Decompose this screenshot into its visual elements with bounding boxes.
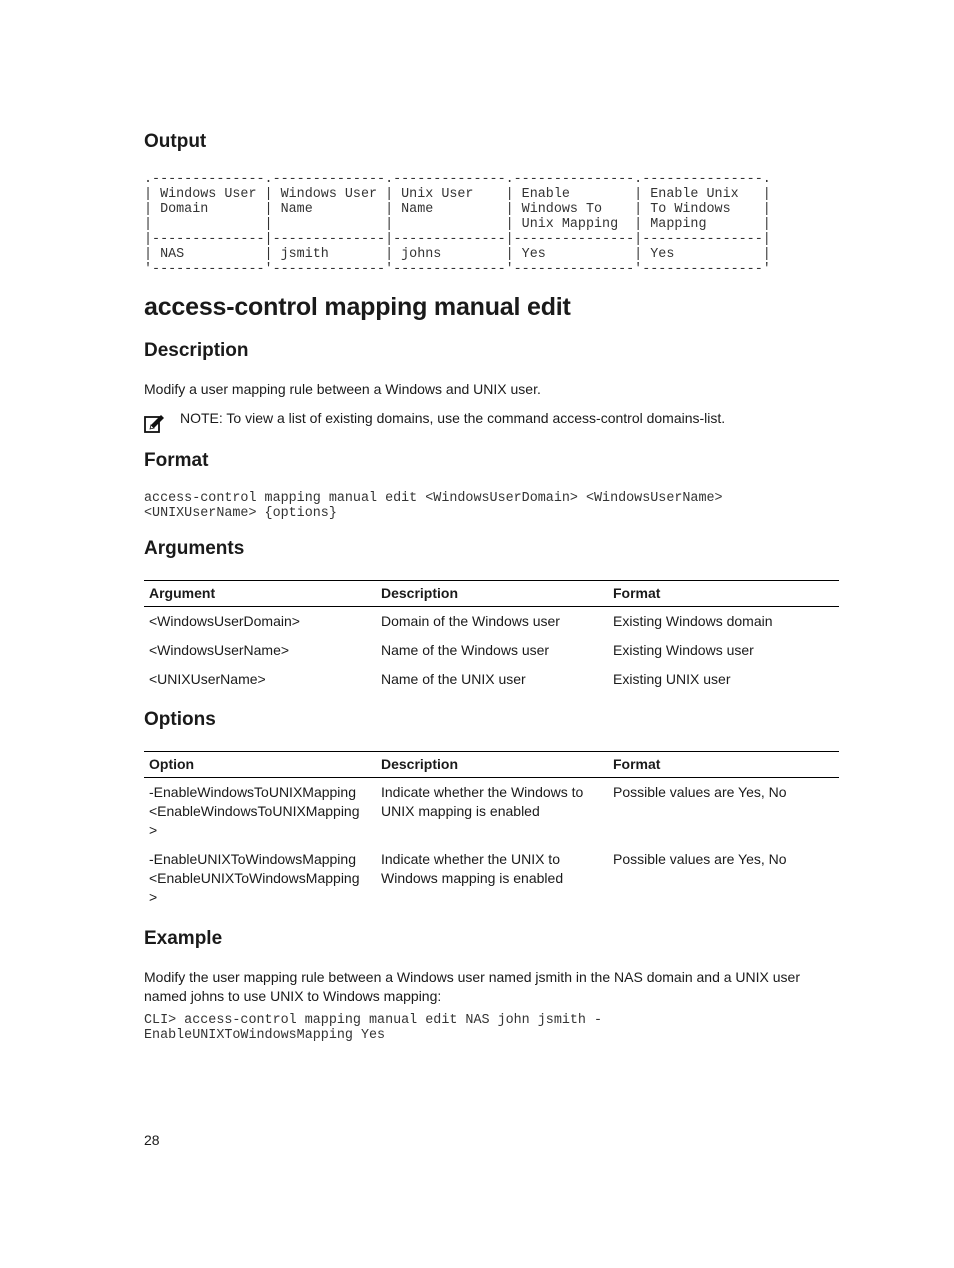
options-header-option: Option [144, 752, 376, 778]
example-command: CLI> access-control mapping manual edit NAS john jsmith - EnableUNIXToWindowsMapping Yes [144, 1013, 603, 1043]
options-header-row [144, 752, 839, 778]
format-heading: Format [144, 450, 209, 471]
arguments-header-description: Description [376, 581, 608, 607]
arguments-header-format: Format [608, 581, 839, 607]
example-text: Modify the user mapping rule between a Windows user named jsmith in the NAS domain and a UNIX user named johns to use UNIX to Windows mapping: [144, 969, 800, 1004]
options-table [144, 751, 839, 912]
options-header-description: Description [376, 752, 608, 778]
format-cell: Existing Windows user [613, 642, 754, 658]
output-ascii-table: .--------------.--------------.--------------.---------------.---------------. | Windows User | Windows User | Unix User | Enable | Enable Unix | | Domain | Name | Name | Windows To | To Windows | | | | | Unix Mapping | Mapping | |--------------|--------------|--------------|---------------|---------------| | NAS | jsmith | johns | Yes | Yes | '--------------'--------------'--------------'---------------'---------------' [144, 172, 771, 277]
example-heading: Example [144, 928, 223, 949]
section-title: access-control mapping manual edit [144, 293, 571, 321]
arguments-header-argument: Argument [144, 581, 376, 607]
table-row [144, 778, 839, 846]
note-text: To view a list of existing domains, use the command access-control domains-list. [222, 410, 726, 426]
format-cell: Existing UNIX user [613, 671, 731, 687]
argument-cell: <WindowsUserDomain> [149, 613, 300, 629]
description-cell: Name of the UNIX user [381, 671, 526, 687]
description-text: Modify a user mapping rule between a Windows and UNIX user. [144, 381, 541, 397]
option-cell: -EnableWindowsToUNIXMapping <EnableWindowsToUNIXMapping > [149, 784, 360, 838]
description-cell: Domain of the Windows user [381, 613, 560, 629]
argument-cell: <UNIXUserName> [149, 671, 266, 687]
description-cell: Indicate whether the Windows to UNIX mapping is enabled [381, 784, 584, 819]
format-cell: Possible values are Yes, No [613, 851, 787, 867]
option-cell: -EnableUNIXToWindowsMapping <EnableUNIXToWindowsMapping > [149, 851, 360, 905]
table-row [144, 845, 839, 912]
format-cell: Existing Windows domain [613, 613, 773, 629]
table-row [144, 607, 839, 637]
note-paragraph [180, 409, 725, 428]
arguments-heading: Arguments [144, 538, 245, 559]
description-cell: Name of the Windows user [381, 642, 550, 658]
arguments-header-row [144, 581, 839, 607]
options-header-format: Format [608, 752, 839, 778]
format-command: access-control mapping manual edit <WindowsUserDomain> <WindowsUserName> <UNIXUserName> {options} [144, 491, 723, 521]
description-heading: Description [144, 340, 249, 361]
output-heading: Output [144, 131, 207, 152]
note-pencil-icon [144, 413, 166, 435]
table-row [144, 665, 839, 694]
argument-cell: <WindowsUserName> [149, 642, 290, 658]
page-number: 28 [144, 1132, 160, 1148]
note-label: NOTE: [180, 410, 223, 426]
description-cell: Indicate whether the UNIX to Windows mapping is enabled [381, 851, 564, 886]
options-heading: Options [144, 709, 216, 730]
format-cell: Possible values are Yes, No [613, 784, 787, 800]
arguments-table [144, 580, 839, 694]
table-row [144, 636, 839, 665]
